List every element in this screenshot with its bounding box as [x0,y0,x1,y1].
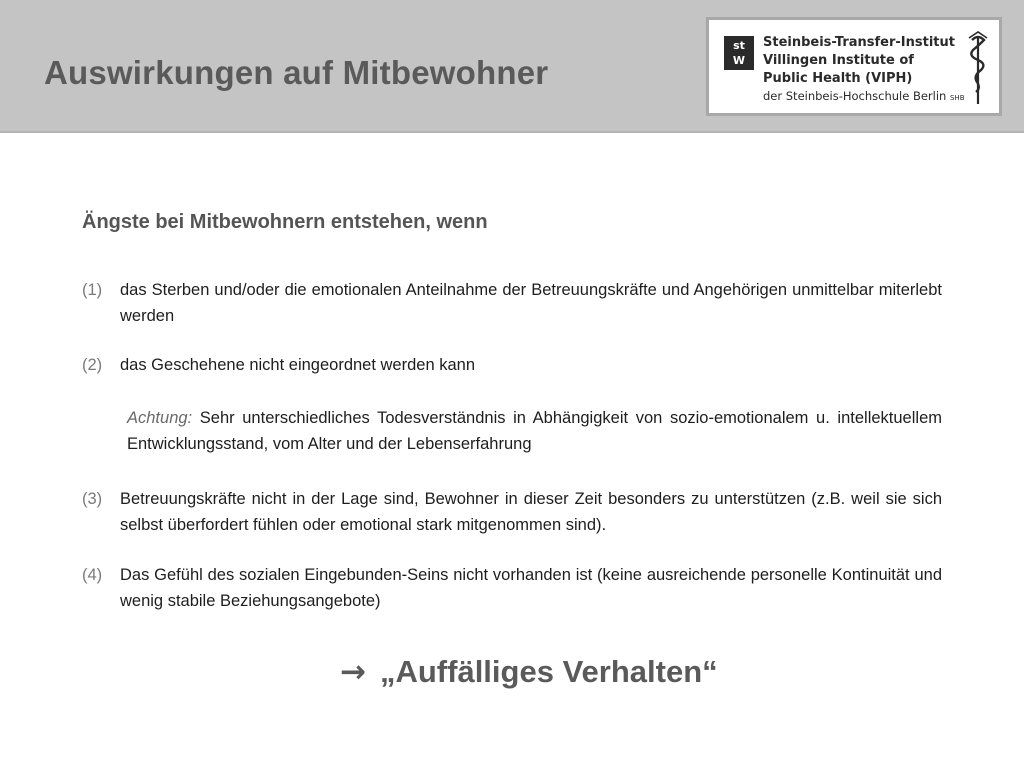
logo-mark-bottom: W [732,54,746,67]
list-number: (4) [82,566,103,584]
list-number: (3) [82,490,103,508]
attention-note [127,405,942,457]
list-item-3 [82,486,942,538]
list-number: (1) [82,281,103,299]
slide-header [0,0,1024,133]
logo-line-4 [763,89,965,103]
aesculapian-staff-icon [963,30,993,106]
list-text: das Geschehene nicht eingeordnet werden kann [120,356,475,374]
list-text: Das Gefühl des sozialen Eingebunden-Seins nicht vorhanden ist (keine ausreichende personelle Kontinuität und wenig stabile Beziehungsangebote) [120,566,942,610]
conclusion-line [340,654,718,690]
arrow-right-icon: → [340,654,366,690]
logo-line-4-suffix: SHB [949,94,965,102]
logo-line-1: Steinbeis-Transfer-Institut [763,35,955,50]
logo-line-2: Villingen Institute of [763,53,914,68]
stw-logo-mark [724,36,754,70]
logo-line-4-text: der Steinbeis-Hochschule Berlin [763,89,947,103]
section-subheading: Ängste bei Mitbewohnern entstehen, wenn [82,211,488,233]
logo-mark-top: st [733,39,745,52]
list-item-4 [82,562,942,614]
slide-title: Auswirkungen auf Mitbewohner [44,54,549,91]
attention-text: Sehr unterschiedliches Todesverständnis in Abhängigkeit von sozio-emotionalem u. intellektuellem Entwicklungsstand, vom Alter und der Lebenserfahrung [127,409,942,453]
conclusion-text: „Auffälliges Verhalten“ [379,654,718,689]
list-text: das Sterben und/oder die emotionalen Anteilnahme der Betreuungskräfte und Angehörigen unmittelbar miterlebt werden [120,281,942,325]
list-number: (2) [82,356,103,374]
list-text: Betreuungskräfte nicht in der Lage sind, Bewohner in dieser Zeit besonders zu unterstützen (z.B. weil sie sich selbst überfordert fühlen oder emotional stark mitgenommen sind). [120,490,942,534]
logo-line-3: Public Health (VIPH) [763,71,913,86]
list-item-1 [82,277,942,329]
list-item-2 [82,352,942,378]
institute-logo [706,17,1002,116]
attention-label: Achtung: [127,409,193,427]
